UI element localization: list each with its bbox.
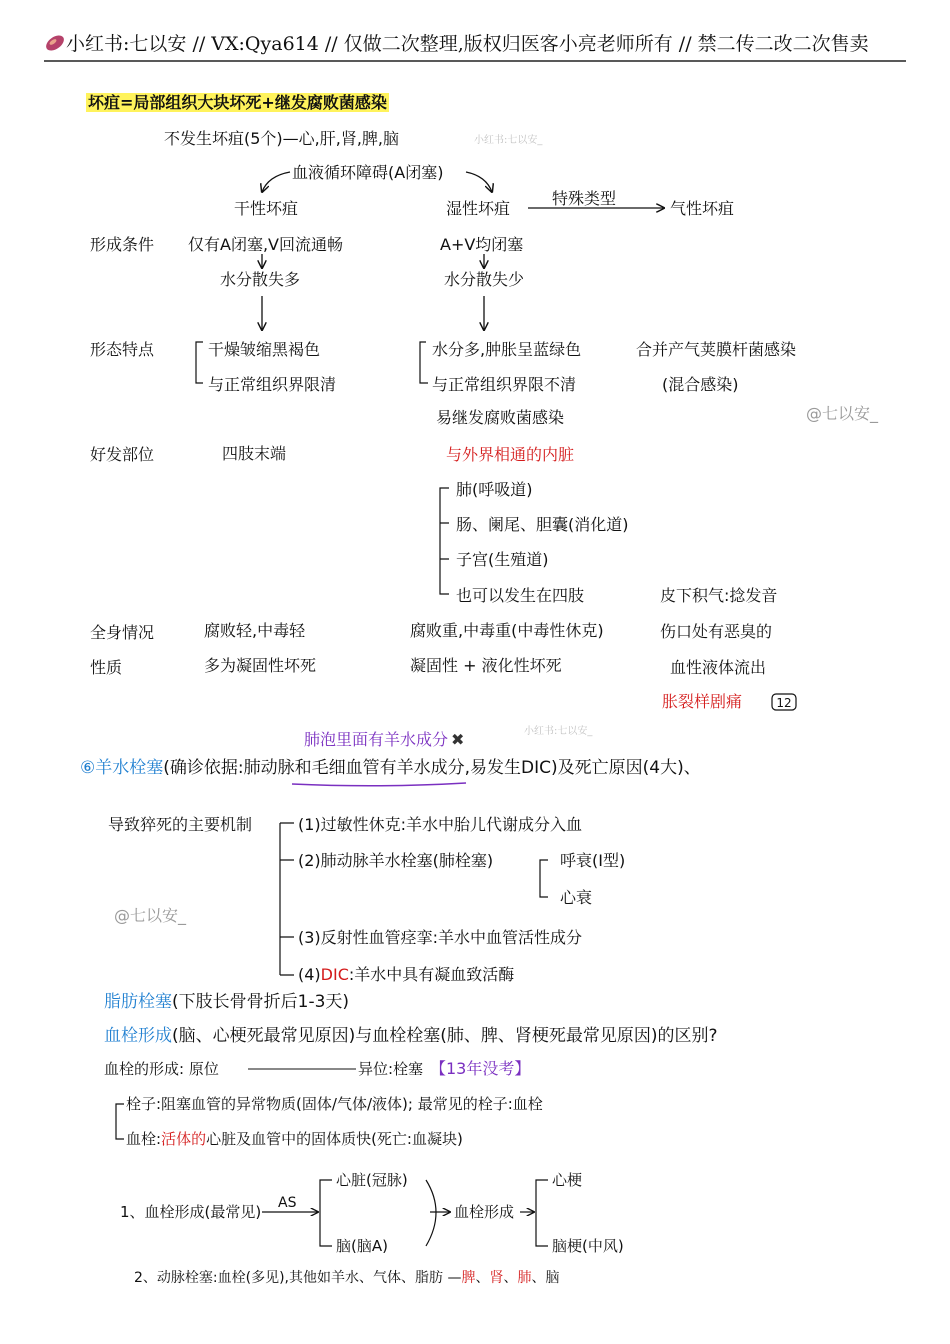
gas-gangrene-title: 气性坏疽 (670, 199, 735, 218)
mechanism-1: (1)过敏性休克:羊水中胎儿代谢成分入血 (298, 815, 583, 834)
page-badge: 12 (776, 696, 792, 710)
arrow-to-wet (466, 172, 492, 192)
gas-feature-4: 胀裂样剧痛 (662, 692, 743, 711)
mechanism-2a: 呼衰(I型) (560, 851, 626, 870)
mechanism-2: (2)肺动脉羊水栓塞(肺栓塞) (298, 851, 494, 870)
special-type-label: 特殊类型 (552, 189, 617, 208)
dry-water-loss: 水分散失多 (220, 270, 301, 289)
as-label: AS (278, 1195, 297, 1211)
diagram-step-1: 1、血栓形成(最常见) (120, 1203, 262, 1221)
thrombus-definition: 血栓:活体的心脏及血管中的固体质快(死亡:血凝块) (126, 1130, 463, 1148)
wet-site-3: 子宫(生殖道) (456, 550, 549, 569)
mechanism-3: (3)反射性血管痉挛:羊水中血管活性成分 (298, 928, 583, 947)
header-text: 小红书:七以安 // VX:Qya614 // 仅做二次整理,版权归医客小亮老师所有 // 禁二传二改二次售卖 (66, 33, 869, 55)
dry-gangrene-title: 干性坏疽 (234, 199, 299, 218)
gas-feature-3: 血性液体流出 (670, 658, 767, 677)
fat-embolism: 脂肪栓塞(下肢长骨骨折后1-3天) (104, 992, 350, 1012)
gas-morph-1: 合并产气荚膜杆菌感染 (636, 340, 797, 359)
diagram-step-2: 2、动脉栓塞:血栓(多见),其他如羊水、气体、脂肪 —脾、肾、肺、脑 (134, 1270, 560, 1286)
thrombus-formation-label: 血栓的形成: 原位 (104, 1060, 219, 1078)
wet-morph-1: 水分多,肿胀呈蓝绿色 (432, 340, 582, 359)
watermark-at-1: @七以安_ (806, 404, 879, 423)
wet-water-loss: 水分散失少 (444, 270, 525, 289)
row-label-nature: 性质 (90, 658, 123, 677)
wet-site-1: 肺(呼吸道) (456, 480, 533, 499)
wet-nature: 凝固性 + 液化性坏死 (410, 656, 562, 675)
heart-node: 心脏(冠脉) (336, 1171, 408, 1189)
dry-morph-2: 与正常组织界限清 (208, 375, 337, 394)
stroke-node: 脑梗(中风) (552, 1237, 624, 1255)
row-label-systemic: 全身情况 (90, 623, 155, 642)
wet-gangrene-title: 湿性坏疽 (446, 199, 511, 218)
close-icon: ✖ (451, 730, 465, 749)
no-gangrene-organs: 不发生坏疽(5个)—心,肝,肾,脾,脑 (164, 129, 400, 148)
amniotic-note: 肺泡里面有羊水成分 ✖ (304, 730, 465, 749)
mechanism-4: (4)DIC:羊水中具有凝血致活酶 (298, 965, 515, 984)
arrow-to-dry (262, 172, 290, 192)
dry-condition: 仅有A闭塞,V回流通畅 (188, 235, 343, 254)
wet-site-4: 也可以发生在四肢 (456, 586, 585, 605)
exam-note: 【13年没考】 (430, 1059, 531, 1078)
wet-site-title: 与外界相通的内脏 (446, 445, 575, 464)
dry-morph-1: 干燥皱缩黑褐色 (208, 340, 321, 359)
watermark-at-2: @七以安_ (114, 906, 187, 925)
dry-systemic: 腐败轻,中毒轻 (204, 621, 306, 640)
wet-morph-2: 与正常组织界限不清 (432, 375, 577, 394)
gas-morph-2: (混合感染) (662, 375, 739, 394)
gas-feature-1: 皮下积气:捻发音 (660, 586, 778, 605)
wet-condition: A+V均闭塞 (440, 235, 524, 254)
dry-nature: 多为凝固性坏死 (204, 656, 317, 675)
mechanism-label: 导致猝死的主要机制 (108, 815, 253, 834)
mechanism-2b: 心衰 (560, 888, 593, 907)
embolus-definition: 栓子:阻塞血管的异常物质(固体/气体/液体); 最常见的栓子:血栓 (126, 1095, 543, 1113)
thrombus-heading: 血栓形成(脑、心梗死最常见原因)与血栓栓塞(肺、脾、肾梗死最常见原因)的区别? (104, 1026, 718, 1046)
gangrene-cause: 血液循环障碍(A闭塞) (292, 163, 444, 182)
row-label-formation: 形成条件 (90, 235, 155, 254)
thrombus-center-node: 血栓形成 (454, 1203, 515, 1221)
watermark-small-2: 小红书:七以安_ (524, 726, 593, 737)
wet-morph-3: 易继发腐败菌感染 (436, 408, 565, 427)
brain-node: 脑(脑A) (336, 1237, 388, 1255)
embolism-label: 异位:栓塞 (358, 1060, 424, 1078)
amniotic-heading: ⑥羊水栓塞(确诊依据:肺动脉和毛细血管有羊水成分,易发生DIC)及死亡原因(4大)、 (80, 758, 701, 778)
row-label-morphology: 形态特点 (90, 340, 155, 359)
wet-site-2: 肠、阑尾、胆囊(消化道) (456, 515, 629, 534)
dry-site: 四肢末端 (222, 444, 287, 463)
gas-feature-2: 伤口处有恶臭的 (660, 622, 773, 641)
gangrene-title: 坏疽=局部组织大块坏死+继发腐败菌感染 (88, 93, 387, 112)
mi-node: 心梗 (552, 1171, 583, 1189)
watermark-small: 小红书:七以安_ (474, 135, 543, 146)
wet-systemic: 腐败重,中毒重(中毒性休克) (410, 621, 604, 640)
row-label-sites: 好发部位 (90, 445, 155, 464)
